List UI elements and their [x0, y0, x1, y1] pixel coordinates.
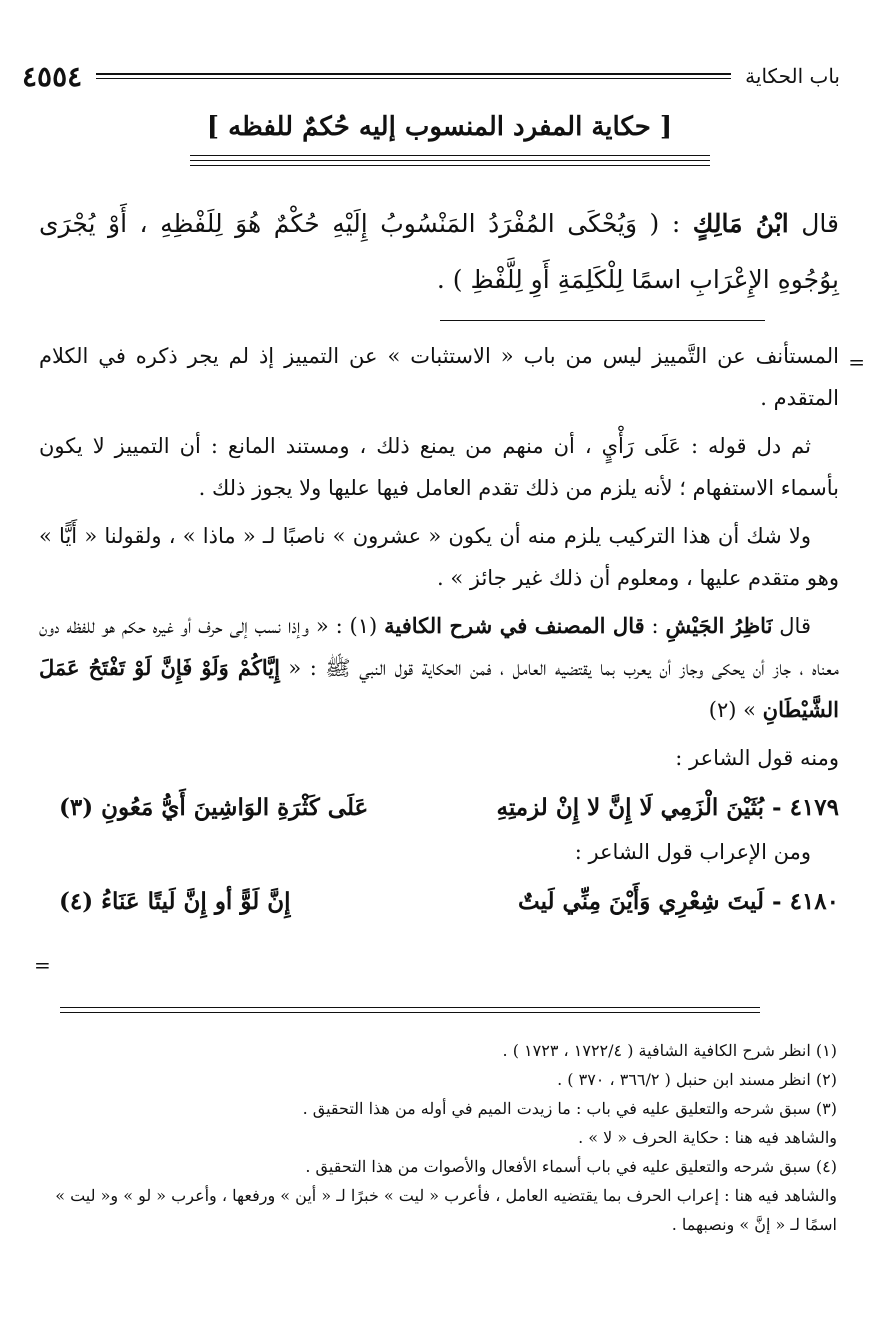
- page-header: [22, 56, 840, 96]
- p4-mid: :: [644, 614, 666, 638]
- footnote-1: (١) انظر شرح الكافية الشافية ( ١٧٢٢/٤ ، ١٧٢٣ ) .: [502, 1041, 837, 1060]
- footnotes: [47, 1036, 837, 1239]
- poem-4179-first-hemistich: ٤١٧٩ - بُثَيْنَ الْزَمِي لَا إِنَّ لا إِنْ لزمتِهِ: [496, 794, 839, 821]
- title-underline: [190, 155, 710, 170]
- commentary-body: [39, 335, 839, 925]
- footnote-2: (٢) انظر مسند ابن حنبل ( ٣٦٦/٢ ، ٣٧٠ ) .: [557, 1070, 837, 1089]
- footnote-4-note: والشاهد فيه هنا : إعراب الحرف بما يقتضيه العامل ، فأعرب « ليت » خبرًا لـ « أين » ورفعها ، وأعرب « لو » و« ليت » اسمًا لـ « إنَّ » ونصبهما .: [55, 1186, 837, 1234]
- footnote-separator: [60, 1007, 760, 1017]
- header-rule: [96, 73, 731, 79]
- page-number: ٤٥٥٤: [22, 59, 83, 93]
- poem-4180-second-hemistich: إِنَّ لَوًّ أو إِنَّ لَيتًا عَنَاءُ (٤): [59, 888, 291, 915]
- continuation-mark-top: =: [848, 350, 865, 374]
- author-name: ابْنُ مَالِكٍ: [692, 209, 789, 238]
- verse-text: : ( وَيُحْكَى المُفْرَدُ المَنْسُوبُ إِلَيْهِ حُكْمٌ هُوَ لِلَفْظِهِ ، أَوْ يُجْرَى بِوُجُوهِ الإِعْرَابِ اسمًا لِلْكَلِمَةِ أَوِ لِلَّفْظِ ) .: [39, 209, 839, 294]
- paragraph-4: [39, 605, 839, 731]
- p4-rest: : « وإذا نسب إلى حرف أو غيره حكم هو للفظه دون معناه ، جاز أن يحكى وجاز أن يعرب بما يقتضيه العامل ، فمن الحكاية قول النبي ﷺ : «: [39, 614, 839, 680]
- verse-intro: قال: [788, 209, 839, 238]
- hadith-text: إِيَّاكُمْ وَلَوْ فَإِنَّ لَوْ تَفْتَحُ عَمَلَ الشَّيْطَانِ: [39, 655, 839, 722]
- paragraph-6: ومن الإعراب قول الشاعر :: [574, 840, 811, 864]
- poem-4180: [39, 879, 839, 925]
- paragraph-1: المستأنف عن التَّمييز ليس من باب « الاستثبات » عن التمييز إذ لم يجر ذكره في الكلام المتقدم .: [39, 344, 839, 410]
- paragraph-2: ثم دل قوله : عَلَى رَأْيٍ ، أن منهم من يمنع ذلك ، ومستند المانع : أن التمييز لا يكون بأسماء الاستفهام ؛ لأنه يلزم من ذلك تقدم العامل فيها عليها ولا يجوز ذلك .: [39, 434, 839, 500]
- p4-ref: (١): [342, 614, 385, 638]
- footnote-3-note: والشاهد فيه هنا : حكاية الحرف « لا » .: [578, 1128, 837, 1147]
- p4-author: نَاظِرُ الجَيْشِ: [665, 613, 773, 638]
- footnote-4: (٤) سبق شرحه والتعليق عليه في باب أسماء الأفعال والأصوات من هذا التحقيق .: [305, 1157, 837, 1176]
- footnote-3: (٣) سبق شرحه والتعليق عليه في باب : ما زيدت الميم في أوله من هذا التحقيق .: [302, 1099, 837, 1118]
- poem-4179-second-hemistich: عَلَى كَثْرَةِ الوَاشِينَ أَيُّ مَعُونِ (٣): [59, 794, 369, 821]
- paragraph-5: ومنه قول الشاعر :: [675, 746, 839, 770]
- running-title: باب الحكاية: [745, 64, 840, 88]
- p4-source: قال المصنف في شرح الكافية: [384, 613, 645, 638]
- p4-intro: قال: [772, 614, 811, 638]
- commentary-separator: [440, 320, 765, 321]
- section-title: [ حكاية المفرد المنسوب إليه حُكمٌ للفظه ]: [206, 112, 673, 142]
- poem-4180-first-hemistich: ٤١٨٠ - لَيتَ شِعْرِي وَأَيْنَ مِنِّي لَيتٌ: [518, 888, 839, 915]
- continuation-mark-bottom: =: [34, 953, 51, 977]
- main-verse: [39, 196, 839, 308]
- paragraph-3: ولا شك أن هذا التركيب يلزم منه أن يكون « عشرون » ناصبًا لـ « ماذا » ، ولقولنا « أَيًّا » وهو متقدم عليها ، ومعلوم أن ذلك غير جائز » .: [39, 524, 839, 590]
- poem-4179: [39, 785, 839, 831]
- hadith-end: » (٢): [708, 698, 763, 722]
